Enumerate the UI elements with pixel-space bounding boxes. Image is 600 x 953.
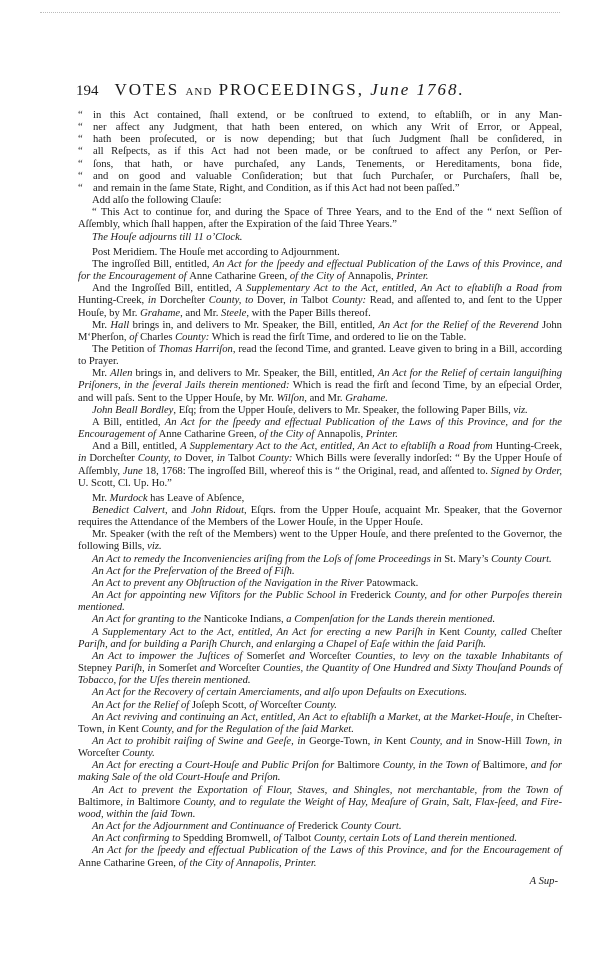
paragraph xyxy=(78,417,562,441)
roman-text: Which Bills were ſeverally indorſed: “ By the Upper Houſe of Aſſembly, xyxy=(78,453,562,477)
roman-text: Anne Catharine Green, xyxy=(158,429,260,441)
italic-text: An Act confirming to xyxy=(92,833,184,845)
italic-text: An Act for the Relief of certain languiſhing Priſoners, in the ſeveral Jails therein mentioned: xyxy=(78,368,562,392)
roman-text: Baltimore xyxy=(137,796,184,808)
quote-mark: “ xyxy=(78,182,83,194)
roman-text: Which is read the firſt Time, and ordered to lie on the Table. xyxy=(209,331,467,343)
roman-text: Annapolis, xyxy=(316,429,366,441)
catchword: A Sup- xyxy=(529,875,558,887)
paragraph xyxy=(78,405,562,417)
paragraph xyxy=(78,344,562,368)
italic-text: County, and to regulate the Weight of Hay, Meaſure of Grain, Salt, Flax-ſeed, and Fire-wood, within the ſaid Town. xyxy=(78,796,562,820)
italic-text: of xyxy=(273,833,285,845)
roman-text: John M‘Pherſon, xyxy=(78,319,562,343)
scan-noise xyxy=(40,12,560,19)
italic-text: viz. xyxy=(513,404,528,416)
roman-text: Worceſter xyxy=(260,699,305,711)
quote-mark: “ xyxy=(78,134,83,146)
italic-text: viz. xyxy=(147,541,162,553)
italic-text: County Court. xyxy=(491,553,552,565)
italic-text: An Act for the ſpeedy and effectual Publication of the Laws of this Province, and for the Encouragement of xyxy=(78,416,562,441)
italic-text: Steele xyxy=(221,307,247,319)
roman-text: Dover, xyxy=(184,453,217,465)
italic-text: in xyxy=(216,453,229,465)
italic-text: Signed by Order, xyxy=(490,465,563,477)
roman-text: Baltimore xyxy=(337,760,383,772)
italic-text: An Act for the Relief of xyxy=(92,699,192,711)
roman-text: brings in, and delivers to Mr. Speaker, the Bill, entitled, xyxy=(129,319,379,331)
page-body xyxy=(78,110,562,888)
roman-text: Stepney xyxy=(78,663,115,675)
italic-text: The Houſe adjourns till 11 o’Clock. xyxy=(92,231,243,243)
roman-text: St. Mary’s xyxy=(444,553,492,565)
roman-text: Worceſter xyxy=(309,650,356,662)
italic-text: of the City of Annapolis, Printer. xyxy=(178,857,317,869)
italic-text: Counties, the Quantity of One Hundred and Sixty Thouſand Pounds of Tobacco, for the Uſes therein mentioned. xyxy=(78,663,562,687)
italic-text: An Act to impower the Juſtices of xyxy=(92,650,247,662)
italic-text: An Act reviving and continuing an Act, entitled, An Act to eſtabliſh a Market, at the Market-Houſe, in xyxy=(92,711,528,723)
roman-text: Mr. xyxy=(92,319,111,331)
italic-text: of the City of xyxy=(259,429,317,441)
italic-text: County, to xyxy=(208,295,258,307)
italic-text: An Act for the Adjournment and Continuance of xyxy=(92,821,298,833)
roman-text: , Eſq; from the Upper Houſe, delivers to Mr. Speaker, the following Paper Bills, xyxy=(173,404,514,416)
roman-text: , and Mr. xyxy=(180,307,222,319)
italic-text: An Act for appointing new Viſitors for the Public School in xyxy=(92,590,351,602)
quote-mark: “ xyxy=(78,170,83,182)
roman-text: Somerſet xyxy=(158,663,200,675)
paragraph xyxy=(78,195,562,207)
roman-text: , and xyxy=(164,505,192,516)
italic-text: a Compenſation for the Lands therein mentioned. xyxy=(286,614,496,626)
italic-text: and xyxy=(199,663,219,675)
roman-text: Which is read the firſt and ſecond Time, by an eſpecial Order, and will paſs. Sent to the Upper Houſe, by Mr. xyxy=(78,380,562,404)
paragraph xyxy=(78,651,562,687)
proceedings-text xyxy=(78,195,562,870)
roman-text: Anne Catharine Green, xyxy=(78,857,179,869)
roman-text: Dorcheſter xyxy=(159,295,209,307)
italic-text: An Act for the Preſervation of the Breed of Fiſh. xyxy=(92,565,295,577)
italic-text: of the City of xyxy=(289,271,348,283)
paragraph xyxy=(78,687,562,699)
paragraph xyxy=(78,845,562,869)
roman-text: Baltimore, xyxy=(482,760,531,772)
italic-text: County, and for the Regulation of the ſaid Market. xyxy=(141,723,354,735)
italic-text: Pariſh, in xyxy=(114,663,159,675)
italic-text: A Supplementary Act to the Act, entitled, An Act to eſtabliſh a Road from xyxy=(180,441,496,453)
paragraph xyxy=(78,566,562,578)
header-date: June 1768. xyxy=(370,80,465,99)
roman-text: Joſeph Scott, xyxy=(191,699,250,711)
paragraph xyxy=(78,785,562,821)
italic-text: Murdock xyxy=(109,492,148,504)
roman-text: Baltimore, xyxy=(78,796,127,808)
roman-text: The Petition of xyxy=(92,343,159,355)
italic-text: An Act to prevent any Obſtruction of the Navigation in the River xyxy=(92,577,367,589)
italic-text: County, to xyxy=(137,453,185,465)
roman-text: Kent xyxy=(385,735,410,747)
paragraph xyxy=(78,712,562,736)
italic-text: Benedict Calvert xyxy=(92,505,165,516)
roman-text: George-Town, xyxy=(309,735,374,747)
italic-text: in xyxy=(289,295,302,307)
italic-text: Printer. xyxy=(396,271,429,283)
quoted-line xyxy=(78,183,562,195)
roman-text: Kent xyxy=(118,723,142,735)
roman-text: , Eſqrs. from the Upper Houſe, acquaint Mr. Speaker, that the Governor requires the Attendance of the Members of the Lower Houſe, in the Upper Houſe. xyxy=(78,505,563,529)
roman-text: Cheſter xyxy=(530,626,562,638)
italic-text: An Act for the ſpeedy and effectual Publication of the Laws of this Province, and for the Encouragement of xyxy=(92,845,562,857)
roman-text: Nanticoke Indians, xyxy=(203,614,287,626)
paragraph xyxy=(78,368,562,404)
roman-text: Hunting-Creek, xyxy=(495,441,562,453)
italic-text: An Act for the Recovery of certain Amerciaments, and alſo upon Defaults on Executions. xyxy=(92,687,467,699)
italic-text: County, and in xyxy=(409,735,478,747)
italic-text: A Supplementary Act to the Act, entitled, An Act to eſtabliſh a Road from xyxy=(235,283,562,295)
quoted-line xyxy=(78,159,562,171)
paragraph xyxy=(78,760,562,784)
roman-text: Annapolis, xyxy=(347,271,397,283)
paragraph xyxy=(78,833,562,845)
roman-text: Talbot xyxy=(228,453,259,465)
title-and: AND xyxy=(185,86,213,98)
quoted-line-text: in this Act contained, ſhall extend, or be conſtrued to extend, to eſtabliſh, or in any Man- xyxy=(93,110,562,121)
roman-text: Mr. Speaker (with the reſt of the Members) went to the Upper Houſe, and there preſented to the Governor, the following Bills, xyxy=(78,529,562,553)
italic-text: in xyxy=(147,295,160,307)
paragraph xyxy=(78,821,562,833)
quoted-line xyxy=(78,171,562,183)
quoted-line-text: ſons, that hath, or have purchaſed, any Lands, Tenements, or Hereditaments, bona fide, xyxy=(93,158,562,170)
roman-text: And a Bill, entitled, xyxy=(92,441,181,453)
paragraph xyxy=(78,614,562,626)
italic-text: Printer. xyxy=(365,429,398,441)
italic-text: County, called xyxy=(464,626,531,638)
roman-text: Mr. xyxy=(92,492,110,504)
paragraph xyxy=(78,700,562,712)
roman-text: has Leave of Abſence, xyxy=(147,492,245,504)
roman-text: “ This Act to continue for, and during the Space of Three Years, and to the End of the “ next Seſſion of Aſſembly, which ſhall happen, after the Expiration of the ſaid Three Years.” xyxy=(78,207,562,231)
roman-text: Spedding Bromwell, xyxy=(183,833,274,845)
paragraph xyxy=(78,529,562,553)
paragraph xyxy=(78,493,562,505)
italic-text: and for making Sale of the old Court-Houſe and Priſon. xyxy=(78,760,562,784)
italic-text: Hall xyxy=(110,319,130,331)
italic-text: in xyxy=(126,796,138,808)
italic-text: County, certain Lots of Land therein mentioned. xyxy=(313,833,518,845)
quoted-line-text: and remain in the ſame State, Right, and Condition, as if this Act had not been paſſed.” xyxy=(93,182,460,194)
paragraph xyxy=(78,441,562,490)
page-number: 194 xyxy=(76,83,99,99)
paragraph xyxy=(78,736,562,760)
italic-text: Grahame. xyxy=(345,392,388,404)
roman-text: , read the ſecond Time, and granted. Leave given to bring in a Bill, according to Prayer. xyxy=(78,343,562,368)
roman-text: brings in, and delivers to Mr. Speaker, the Bill, entitled, xyxy=(132,368,378,380)
quoted-line-text: ner affect any Judgment, that hath been entered, on which any Writ of Error, or Appeal, xyxy=(93,122,562,134)
paragraph xyxy=(78,207,562,231)
roman-text: And the Ingroſſed Bill, entitled, xyxy=(92,283,236,295)
roman-text: The ingroſſed Bill, entitled, xyxy=(92,258,213,270)
italic-text: County, in the Town of xyxy=(382,760,483,772)
italic-text: Pariſh, and for building a Pariſh Church, and enlarging a Chapel of Eaſe within the ſaid Pariſh. xyxy=(78,638,486,650)
quote-mark: “ xyxy=(78,158,83,170)
quoted-line-text: hath been proſecuted, or is now depending; but that ſuch Judgment ſhall be conſidered, in xyxy=(93,134,562,146)
roman-text: Add alſo the following Clauſe: xyxy=(92,195,222,207)
italic-text: John Beall Bordley xyxy=(92,404,174,416)
paragraph xyxy=(78,283,562,319)
roman-text: Kent xyxy=(439,626,465,638)
paragraph xyxy=(78,505,562,529)
quote-mark: “ xyxy=(78,122,83,134)
italic-text: Wilſon xyxy=(276,392,305,404)
roman-text: Read, and aſſented to, and ſent to the Upper Houſe, by Mr. xyxy=(78,295,563,319)
italic-text: County: xyxy=(258,453,293,465)
italic-text: Grahame xyxy=(140,307,181,319)
paragraph xyxy=(78,627,562,651)
roman-text: Cheſter-Town, xyxy=(78,711,562,735)
roman-text: A Bill, entitled, xyxy=(92,416,165,428)
roman-text: Mr. xyxy=(92,368,111,380)
paragraph xyxy=(78,259,562,283)
quoted-line xyxy=(78,146,562,158)
roman-text: Talbot xyxy=(301,295,332,307)
italic-text: County: xyxy=(331,295,367,307)
italic-text: Town, in xyxy=(524,735,562,747)
roman-text: Post Meridiem. The Houſe met according to Adjournment. xyxy=(92,246,340,258)
roman-text: Frederick xyxy=(350,590,395,602)
roman-text: , and Mr. xyxy=(304,392,346,404)
italic-text: An Act for granting to the xyxy=(92,614,204,626)
italic-text: John Ridout xyxy=(191,505,245,516)
italic-text: June xyxy=(122,465,143,477)
roman-text: Hunting-Creek, xyxy=(78,295,148,307)
italic-text: in xyxy=(107,723,119,735)
roman-text: 18, 1768: The ingroſſed Bill, whereof this is “ the Original, read, and aſſented to. xyxy=(142,465,491,477)
paragraph xyxy=(78,554,562,566)
roman-text: Somerſet xyxy=(246,650,290,662)
roman-text: Worceſter xyxy=(78,748,123,760)
italic-text: in xyxy=(373,735,386,747)
paragraph xyxy=(78,590,562,614)
italic-text: A Supplementary Act to the Act, entitled, An Act for erecting a new Pariſh in xyxy=(92,626,440,638)
quoted-clause xyxy=(78,110,562,195)
italic-text: An Act for the ſpeedy and effectual Publication of the Laws of this Province, and for the Encouragement of xyxy=(78,258,562,283)
italic-text: in xyxy=(78,453,90,465)
roman-text: Frederick xyxy=(297,821,341,833)
italic-text: County. xyxy=(122,748,155,760)
roman-text: Patowmack. xyxy=(366,577,419,589)
italic-text: County: xyxy=(175,331,210,343)
italic-text: An Act to prohibit raiſing of Swine and Geeſe, in xyxy=(92,735,310,747)
italic-text: An Act to prevent the Exportation of Flour, Staves, and Shingles, not merchantable, from the Town of xyxy=(92,784,562,796)
roman-text: U. Scott, Cl. Up. Ho.” xyxy=(78,477,172,489)
title-proceedings: PROCEEDINGS, xyxy=(218,80,364,99)
paragraph xyxy=(78,232,562,244)
roman-text: Talbot xyxy=(284,833,314,845)
italic-text: County, and for other Purpoſes therein mentioned. xyxy=(78,590,562,614)
paragraph xyxy=(78,578,562,590)
roman-text: Snow-Hill xyxy=(477,735,525,747)
title-votes: VOTES xyxy=(114,80,180,99)
quote-mark: “ xyxy=(78,110,83,121)
quoted-line xyxy=(78,134,562,146)
roman-text: , with the Paper Bills thereof. xyxy=(246,307,371,319)
italic-text: An Act for erecting a Court-Houſe and Public Priſon for xyxy=(92,760,338,772)
roman-text: Dorcheſter xyxy=(89,453,138,465)
italic-text: Counties, to levy on the taxable Inhabitants of xyxy=(355,650,562,662)
paragraph xyxy=(78,320,562,344)
italic-text: Allen xyxy=(110,368,133,380)
italic-text: County Court. xyxy=(340,821,402,833)
roman-text: Worceſter xyxy=(218,663,263,675)
quoted-line-text: all Reſpects, as if this Act had not been made, or be conſtrued to affect any Perſon, or Per- xyxy=(93,146,562,158)
italic-text: of xyxy=(249,699,261,711)
quote-mark: “ xyxy=(78,146,83,158)
italic-text: Thomas Harriſon xyxy=(158,343,233,355)
quoted-line xyxy=(78,110,562,122)
page-header xyxy=(76,80,566,100)
italic-text: An Act to remedy the Inconveniencies ariſing from the Loſs of ſome Proceedings in xyxy=(92,553,445,565)
roman-text: Charles xyxy=(140,331,176,343)
quoted-line xyxy=(78,122,562,134)
italic-text: An Act for the Relief of the Reverend xyxy=(378,319,542,331)
italic-text: and xyxy=(289,650,310,662)
quoted-line-text: and on good and valuable Conſideration; but that ſuch Purchaſer, or Purchaſers, ſhall be, xyxy=(93,170,562,182)
roman-text: Anne Catharine Green, xyxy=(189,271,290,283)
italic-text: of xyxy=(129,331,141,343)
paragraph xyxy=(78,247,562,259)
roman-text: Dover, xyxy=(257,295,290,307)
italic-text: County. xyxy=(304,699,337,711)
